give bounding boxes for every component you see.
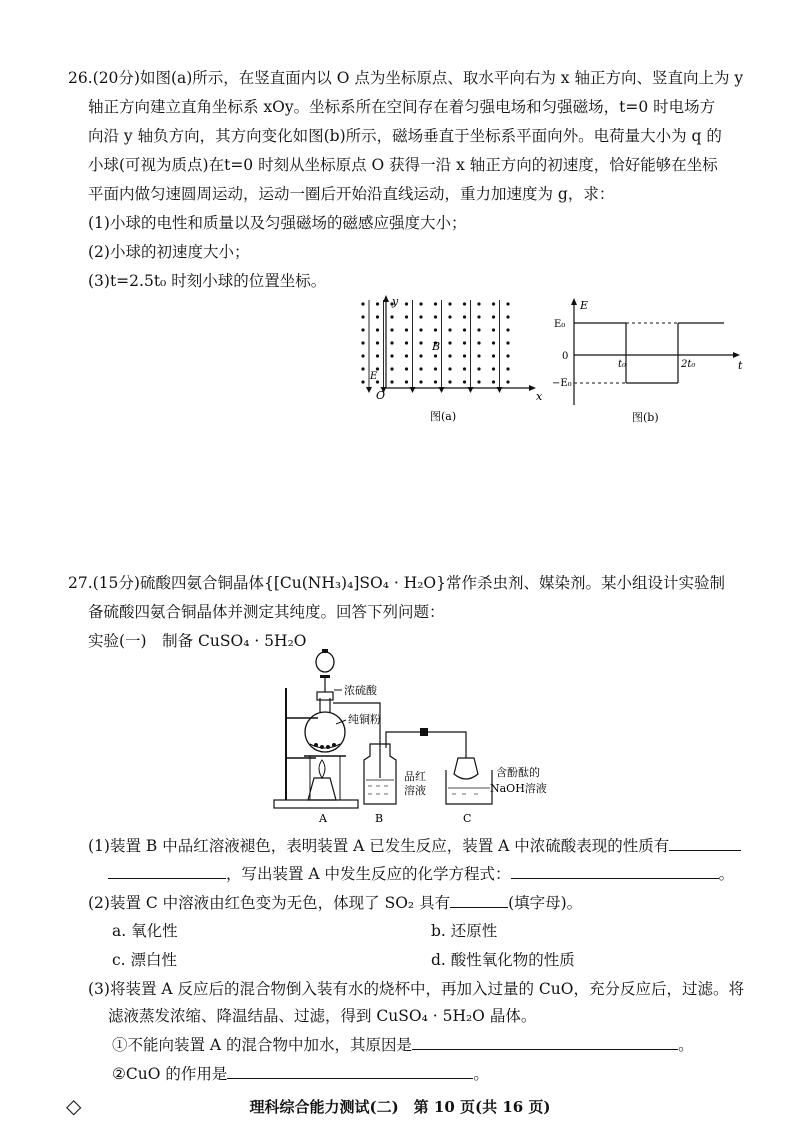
field-dot [390, 367, 393, 370]
q26-line-4: 小球(可视为质点)在t=0 时刻从坐标原点 O 获得一沿 x 轴正方向的初速度，恰好能够在坐标 [88, 156, 718, 174]
experiment-title: 实验(一) 制备 CuSO₄ · 5H₂O [88, 632, 307, 650]
field-dot [492, 328, 495, 331]
field-dot [390, 354, 393, 357]
inverted-funnel [454, 758, 478, 779]
option-b: b. 还原性 [431, 922, 498, 940]
fig-b-t-label: t [738, 359, 743, 372]
field-dot [463, 354, 466, 357]
field-dot [419, 302, 422, 305]
figure-a [352, 292, 542, 432]
q26-line-1: 26.(20分)如图(a)所示，在竖直面内以 O 点为坐标原点、取水平向右为 x 轴正方向、竖直向上为 y [68, 69, 744, 87]
fig-a-b-label: B [432, 340, 441, 353]
q26-sub-2: (2)小球的初速度大小； [88, 243, 250, 261]
field-dot [361, 302, 364, 305]
field-dot [361, 367, 364, 370]
naoh-label-2: NaOH溶液 [490, 782, 547, 795]
period-3: 。 [473, 1065, 489, 1083]
fig-b-e-label: E [580, 299, 589, 312]
field-dot [419, 341, 422, 344]
option-c: c. 漂白性 [112, 951, 178, 969]
fig-b-e0-label: E₀ [554, 319, 566, 330]
page-footer: 理科综合能力测试(二) 第 10 页(共 16 页) [249, 1098, 551, 1116]
label-b: B [375, 812, 384, 825]
fig-a-o-label: O [376, 389, 386, 402]
field-dot [434, 302, 437, 305]
q27-sub-2 [88, 891, 582, 913]
q27-sub-3a: (3)将装置 A 反应后的混合物倒入装有水的烧杯中，再加入过量的 CuO，充分反应后，过滤。将 [88, 980, 744, 998]
field-dot [492, 302, 495, 305]
field-dot [477, 341, 480, 344]
fig-b-caption: 图(b) [632, 411, 659, 424]
field-dot [376, 302, 379, 305]
alcohol-lamp [308, 778, 336, 800]
q27-sub-1b [108, 862, 734, 884]
field-dot [463, 341, 466, 344]
field-dot [405, 367, 408, 370]
field-dot [419, 315, 422, 318]
answer-blank-3[interactable] [511, 862, 719, 879]
field-dot [448, 380, 451, 383]
q27-sub-1b-text: ，写出装置 A 中发生反应的化学方程式： [226, 865, 511, 883]
q27-sub-3b: 滤液蒸发浓缩、降温结晶、过滤，得到 CuSO₄ · 5H₂O 晶体。 [108, 1007, 537, 1025]
copper-label: 纯铜粉 [348, 713, 381, 726]
field-dot [361, 380, 364, 383]
field-dot [477, 354, 480, 357]
field-dot [361, 315, 364, 318]
field-dot [434, 367, 437, 370]
field-dot [405, 354, 408, 357]
field-dot [492, 367, 495, 370]
beaker-c [446, 770, 492, 804]
diamond-icon: ◇ [66, 1094, 82, 1118]
field-dot [448, 302, 451, 305]
field-dot [477, 315, 480, 318]
q27-sub-3-2 [112, 1062, 489, 1084]
q27-sub-2-text: (2)装置 C 中溶液由红色变为无色，体现了 SO₂ 具有 [88, 894, 451, 912]
field-dot [506, 367, 509, 370]
q27-sub-3-1-text: ①不能向装置 A 的混合物中加水，其原因是 [112, 1036, 413, 1054]
fig-a-e-label: E [370, 371, 378, 382]
conc-acid-label: 浓硫酸 [344, 684, 377, 697]
field-dot [434, 328, 437, 331]
answer-blank-1[interactable] [669, 834, 741, 851]
field-dot [390, 315, 393, 318]
field-dot [405, 380, 408, 383]
q26-line-3: 向沿 y 轴负方向，其方向变化如图(b)所示，磁场垂直于坐标系平面向外。电荷量大小为 q 的 [88, 127, 722, 145]
answer-blank-4[interactable] [450, 891, 508, 908]
fig-b-neg-e0-label: −E₀ [552, 378, 572, 389]
period-1: 。 [718, 865, 735, 883]
period-2: 。 [678, 1036, 694, 1054]
field-dot [506, 328, 509, 331]
q26-line-5: 平面内做匀速圆周运动，运动一圈后开始沿直线运动，重力加速度为 g，求： [88, 185, 615, 203]
field-dot [376, 315, 379, 318]
fig-b-2t0-label: 2t₀ [681, 359, 696, 370]
field-dot [477, 367, 480, 370]
field-dot [448, 315, 451, 318]
q27-line-2: 备硫酸四氨合铜晶体并测定其纯度。回答下列问题： [88, 603, 445, 621]
answer-blank-6[interactable] [227, 1062, 473, 1079]
field-dot [419, 328, 422, 331]
field-dot [361, 328, 364, 331]
separatory-funnel [316, 652, 334, 672]
round-flask [305, 712, 345, 752]
q26-line-2: 轴正方向建立直角坐标系 xOy。坐标系所在空间存在着匀强电场和匀强磁场，t=0 时电场方 [88, 98, 716, 116]
naoh-label-1: 含酚酞的 [496, 766, 540, 779]
q27-sub-1a-text: (1)装置 B 中品红溶液褪色，表明装置 A 已发生反应，装置 A 中浓硫酸表现的性质有 [88, 837, 670, 855]
field-dot [492, 380, 495, 383]
field-dot [419, 354, 422, 357]
field-dot [463, 302, 466, 305]
apparatus-diagram [270, 648, 570, 826]
field-dot [463, 367, 466, 370]
field-dot [390, 328, 393, 331]
field-dot [376, 328, 379, 331]
q27-sub-3-2-text: ②CuO 的作用是 [112, 1065, 228, 1083]
field-arrow [366, 387, 372, 393]
field-dot [361, 341, 364, 344]
field-dot [405, 341, 408, 344]
field-dot [506, 302, 509, 305]
field-dot [492, 315, 495, 318]
option-a: a. 氧化性 [112, 922, 178, 940]
option-d: d. 酸性氧化物的性质 [431, 951, 575, 969]
field-dot [376, 354, 379, 357]
q27-line-1: 27.(15分)硫酸四氨合铜晶体{[Cu(NH₃)₄]SO₄ · H₂O}常作杀虫剂、媒染剂。某小组设计实验制 [68, 574, 725, 592]
figure-b [552, 295, 752, 425]
answer-blank-5[interactable] [412, 1033, 678, 1050]
fig-a-caption: 图(a) [430, 410, 457, 423]
q27-sub-1a [88, 834, 741, 856]
label-c: C [463, 812, 472, 825]
field-dot [477, 380, 480, 383]
answer-blank-2[interactable] [108, 862, 226, 879]
q26-sub-1: (1)小球的电性和质量以及匀强磁场的磁感应强度大小； [88, 214, 467, 232]
field-dot [434, 315, 437, 318]
field-dot [376, 341, 379, 344]
field-dot [448, 354, 451, 357]
field-dot [419, 367, 422, 370]
field-dot [419, 380, 422, 383]
field-dot [506, 341, 509, 344]
field-dot [448, 367, 451, 370]
fig-b-zero-label: 0 [562, 351, 569, 362]
pinhong-label-1: 品红 [404, 770, 426, 783]
pinhong-label-2: 溶液 [404, 784, 426, 797]
field-dot [506, 380, 509, 383]
field-dot [405, 315, 408, 318]
fig-a-x-label: x [536, 390, 542, 403]
field-dot [463, 328, 466, 331]
stand-base [274, 800, 358, 808]
field-dot [405, 302, 408, 305]
field-dot [448, 341, 451, 344]
field-dot [506, 315, 509, 318]
field-dot [477, 302, 480, 305]
field-dot [463, 315, 466, 318]
field-dot [448, 328, 451, 331]
field-dot [390, 341, 393, 344]
field-dot [492, 341, 495, 344]
field-dot [434, 380, 437, 383]
field-dot [477, 328, 480, 331]
q26-sub-3: (3)t=2.5t₀ 时刻小球的位置坐标。 [88, 272, 327, 290]
field-dot [361, 354, 364, 357]
label-a: A [319, 812, 327, 825]
q27-sub-3-1 [112, 1033, 694, 1055]
fig-b-t0-label: t₀ [618, 359, 627, 370]
field-dot [463, 380, 466, 383]
field-dot [506, 354, 509, 357]
field-dot [405, 328, 408, 331]
field-dot [390, 380, 393, 383]
q27-sub-2-tail: (填字母)。 [508, 894, 583, 912]
field-dot [492, 354, 495, 357]
field-dot [434, 354, 437, 357]
fig-a-y-label: y [392, 295, 399, 308]
